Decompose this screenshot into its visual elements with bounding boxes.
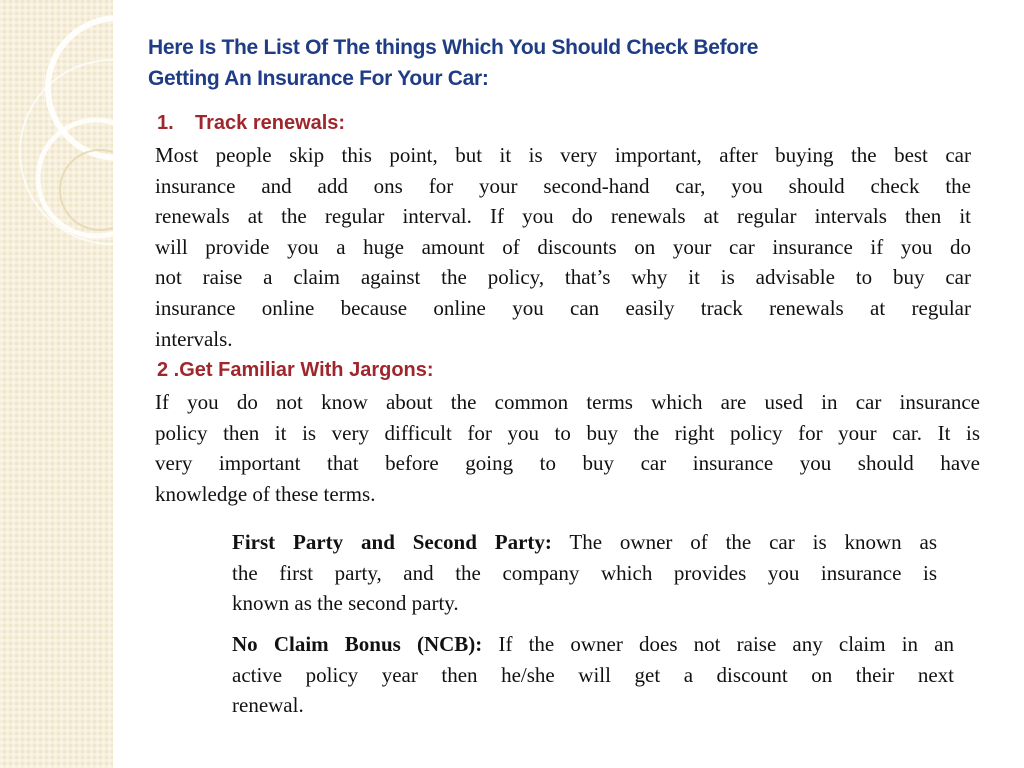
title-line-1: Here Is The List Of The things Which You Should Check Before xyxy=(148,36,759,59)
section-2-paragraph xyxy=(155,387,980,509)
section-2-heading: 2 .Get Familiar With Jargons: xyxy=(157,359,434,381)
section-1-heading-text: Track renewals: xyxy=(195,112,346,134)
paragraph-line: will provide you a huge amount of discounts on your car insurance if you do xyxy=(155,234,971,259)
page-title xyxy=(148,32,948,94)
paragraph-line: Most people skip this point, but it is very important, after buying the best car xyxy=(155,143,971,167)
paragraph-line: renewals at the regular interval. If you do renewals at regular intervals then it xyxy=(155,204,971,229)
term-line xyxy=(232,629,954,660)
section-1-heading xyxy=(157,112,345,135)
paragraph-line: insurance and add ons for your second-hand car, you should check the xyxy=(155,173,971,198)
paragraph-line: intervals. xyxy=(155,326,233,351)
title-line-2: Getting An Insurance For Your Car: xyxy=(148,67,489,90)
term-line: known as the second party. xyxy=(232,591,459,616)
paragraph-line: knowledge of these terms. xyxy=(155,481,376,506)
term-label: No Claim Bonus (NCB): xyxy=(232,632,483,656)
term-definition: The owner of the car is known as xyxy=(569,530,937,554)
paragraph-line: policy then it is very difficult for you to buy the right policy for your car. It is xyxy=(155,420,980,445)
paragraph-line: very important that before going to buy car insurance you should have xyxy=(155,451,980,476)
term-line: renewal. xyxy=(232,693,304,718)
section-1-number: 1. xyxy=(157,112,174,134)
paragraph-line: insurance online because online you can easily track renewals at regular xyxy=(155,295,971,320)
term-label: First Party and Second Party: xyxy=(232,530,552,554)
paragraph-line: not raise a claim against the policy, that’s why it is advisable to buy car xyxy=(155,265,971,290)
term-no-claim-bonus xyxy=(232,629,954,721)
term-line: active policy year then he/she will get a discount on their next xyxy=(232,662,954,687)
term-line: the first party, and the company which provides you insurance is xyxy=(232,560,937,585)
term-line xyxy=(232,527,937,558)
term-definition: If the owner does not raise any claim in an xyxy=(498,632,954,656)
term-first-party xyxy=(232,527,937,619)
paragraph-line: If you do not know about the common terms which are used in car insurance xyxy=(155,390,980,414)
section-1-paragraph xyxy=(155,140,971,354)
